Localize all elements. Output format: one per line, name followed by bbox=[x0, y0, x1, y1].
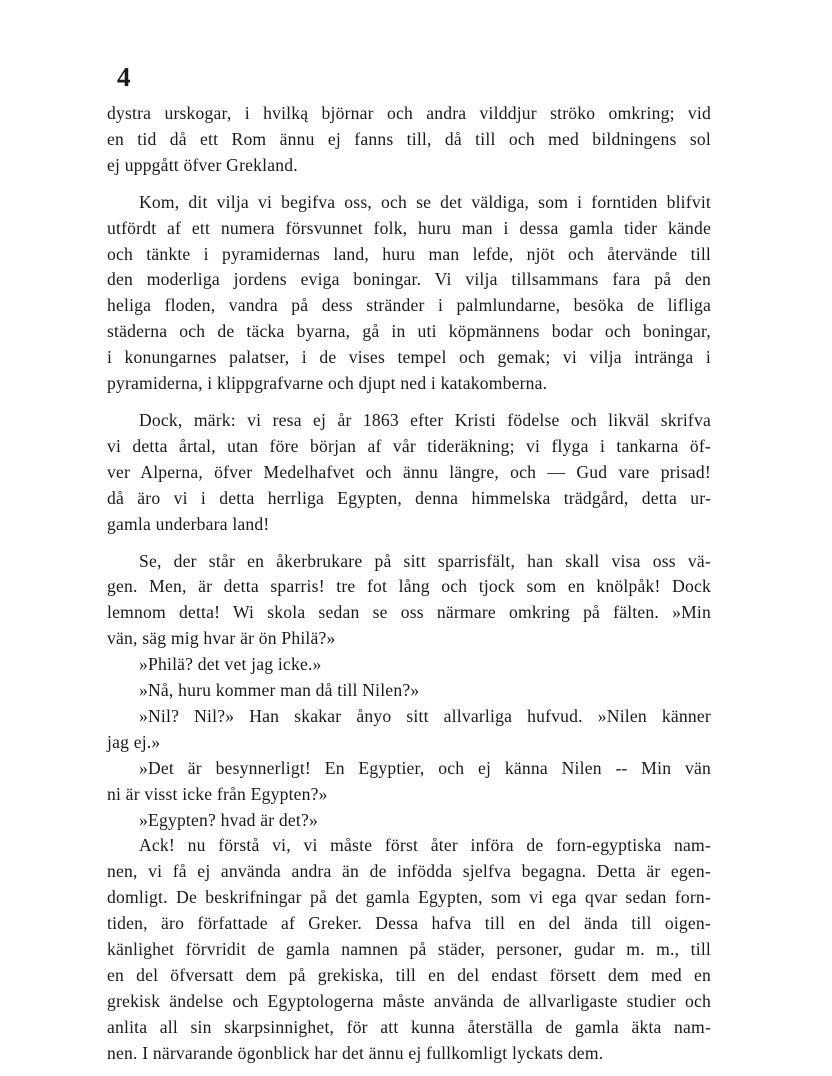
text-line: »Philä? det vet jag icke.» bbox=[139, 654, 322, 675]
body-text bbox=[107, 101, 711, 1067]
text-line: vän, säg mig hvar är ön Philä?» bbox=[107, 628, 336, 649]
text-line: ni är visst icke från Egypten?» bbox=[107, 783, 328, 804]
text-line: lemnom detta! Wi skola sedan se oss närmare omkring på fälten. »Min bbox=[107, 602, 711, 623]
text-line: »Det är besynnerligt! En Egyptier, och ej känna Nilen -- Min vän bbox=[139, 757, 711, 778]
text-line: en del öfversatt dem på grekiska, till en del endast försett dem med en bbox=[107, 965, 711, 985]
text-line: heliga floden, vandra på dess stränder i palmlundarne, besöka de lifliga bbox=[107, 295, 711, 316]
text-line: städerna och de täcka byarna, gå in uti köpmännens bodar och boningar, bbox=[107, 321, 711, 342]
paragraph-9 bbox=[107, 808, 711, 834]
text-line: jag ej.» bbox=[107, 731, 161, 752]
text-line: i konungarnes palatser, i de vises tempel och gemak; vi vilja intränga i bbox=[107, 347, 711, 368]
text-line: Se, der står en åkerbrukare på sitt sparrisfält, han skall visa oss vä- bbox=[139, 550, 711, 571]
text-line: gen. Men, är detta sparris! tre fot lång och tjock som en knölpåk! Dock bbox=[107, 576, 711, 597]
paragraph-10 bbox=[107, 833, 711, 1066]
text-line: och tänkte i pyramidernas land, huru man lefde, njöt och återvände till bbox=[107, 243, 711, 264]
text-line: ver Alperna, öfver Medelhafvet och ännu längre, och — Gud vare prisad! bbox=[107, 461, 711, 482]
text-line: Dock, märk: vi resa ej år 1863 efter Kristi födelse och likväl skrifva bbox=[139, 409, 711, 430]
text-line: utfördt af ett numera försvunnet folk, huru man i dessa gamla tider kände bbox=[107, 217, 711, 238]
text-line: anlita all sin skarpsinnighet, för att kunna återställa de gamla äkta nam- bbox=[107, 1016, 711, 1037]
text-line: »Nå, huru kommer man då till Nilen?» bbox=[139, 680, 420, 701]
text-line: pyramiderna, i klippgrafvarne och djupt ned i katakomberna. bbox=[107, 373, 548, 394]
text-line: »Egypten? hvad är det?» bbox=[139, 809, 318, 830]
text-line: dystra urskogar, i hvilką björnar och andra vilddjur ströko omkring; vid bbox=[107, 103, 711, 123]
text-line: nen, vi få ej använda andra än de infödda sjelfva begagna. Detta är egen- bbox=[107, 861, 711, 882]
text-line: Ack! nu förstå vi, vi måste först åter införa de forn-egyptiska nam- bbox=[139, 835, 711, 856]
text-line: ej uppgått öfver Grekland. bbox=[107, 154, 298, 175]
page-number: 4 bbox=[117, 62, 131, 92]
text-line: nen. I närvarande ögonblick har det ännu ej fullkomligt lyckats dem. bbox=[107, 1042, 604, 1063]
paragraph-3 bbox=[107, 408, 711, 538]
text-line: tiden, äro författade af Greker. Dessa hafva till en del ända till oigen- bbox=[107, 913, 711, 934]
text-line: då äro vi i detta herrliga Egypten, denna himmelska trädgård, detta ur- bbox=[107, 487, 711, 508]
paragraph-4 bbox=[107, 549, 711, 653]
text-line: domligt. De beskrifningar på det gamla Egypten, som vi ega qvar sedan forn- bbox=[107, 887, 711, 908]
paragraph-5 bbox=[107, 652, 711, 678]
paragraph-7 bbox=[107, 704, 711, 756]
text-line: gamla underbara land! bbox=[107, 513, 270, 534]
text-line: vi detta årtal, utan före början af vår tideräkning; vi flyga i tankarna öf- bbox=[107, 435, 711, 456]
paragraph-8 bbox=[107, 756, 711, 808]
text-line: känlighet förvridit de gamla namnen på städer, personer, gudar m. m., till bbox=[107, 939, 711, 960]
paragraph-6 bbox=[107, 678, 711, 704]
text-line: »Nil? Nil?» Han skakar ånyo sitt allvarliga hufvud. »Nilen känner bbox=[139, 705, 711, 726]
text-line: den moderliga jordens eviga boningar. Vi vilja tillsammans fara på den bbox=[107, 269, 711, 290]
text-line: en tid då ett Rom ännu ej fanns till, då till och med bildningens sol bbox=[107, 128, 711, 149]
text-line: Kom, dit vilja vi begifva oss, och se det väldiga, som i forntiden blifvit bbox=[139, 191, 711, 212]
text-line: grekisk ändelse och Egyptologerna måste använda de allvarligaste studier och bbox=[107, 990, 711, 1011]
paragraph-2 bbox=[107, 190, 711, 397]
paragraph-1 bbox=[107, 101, 711, 179]
